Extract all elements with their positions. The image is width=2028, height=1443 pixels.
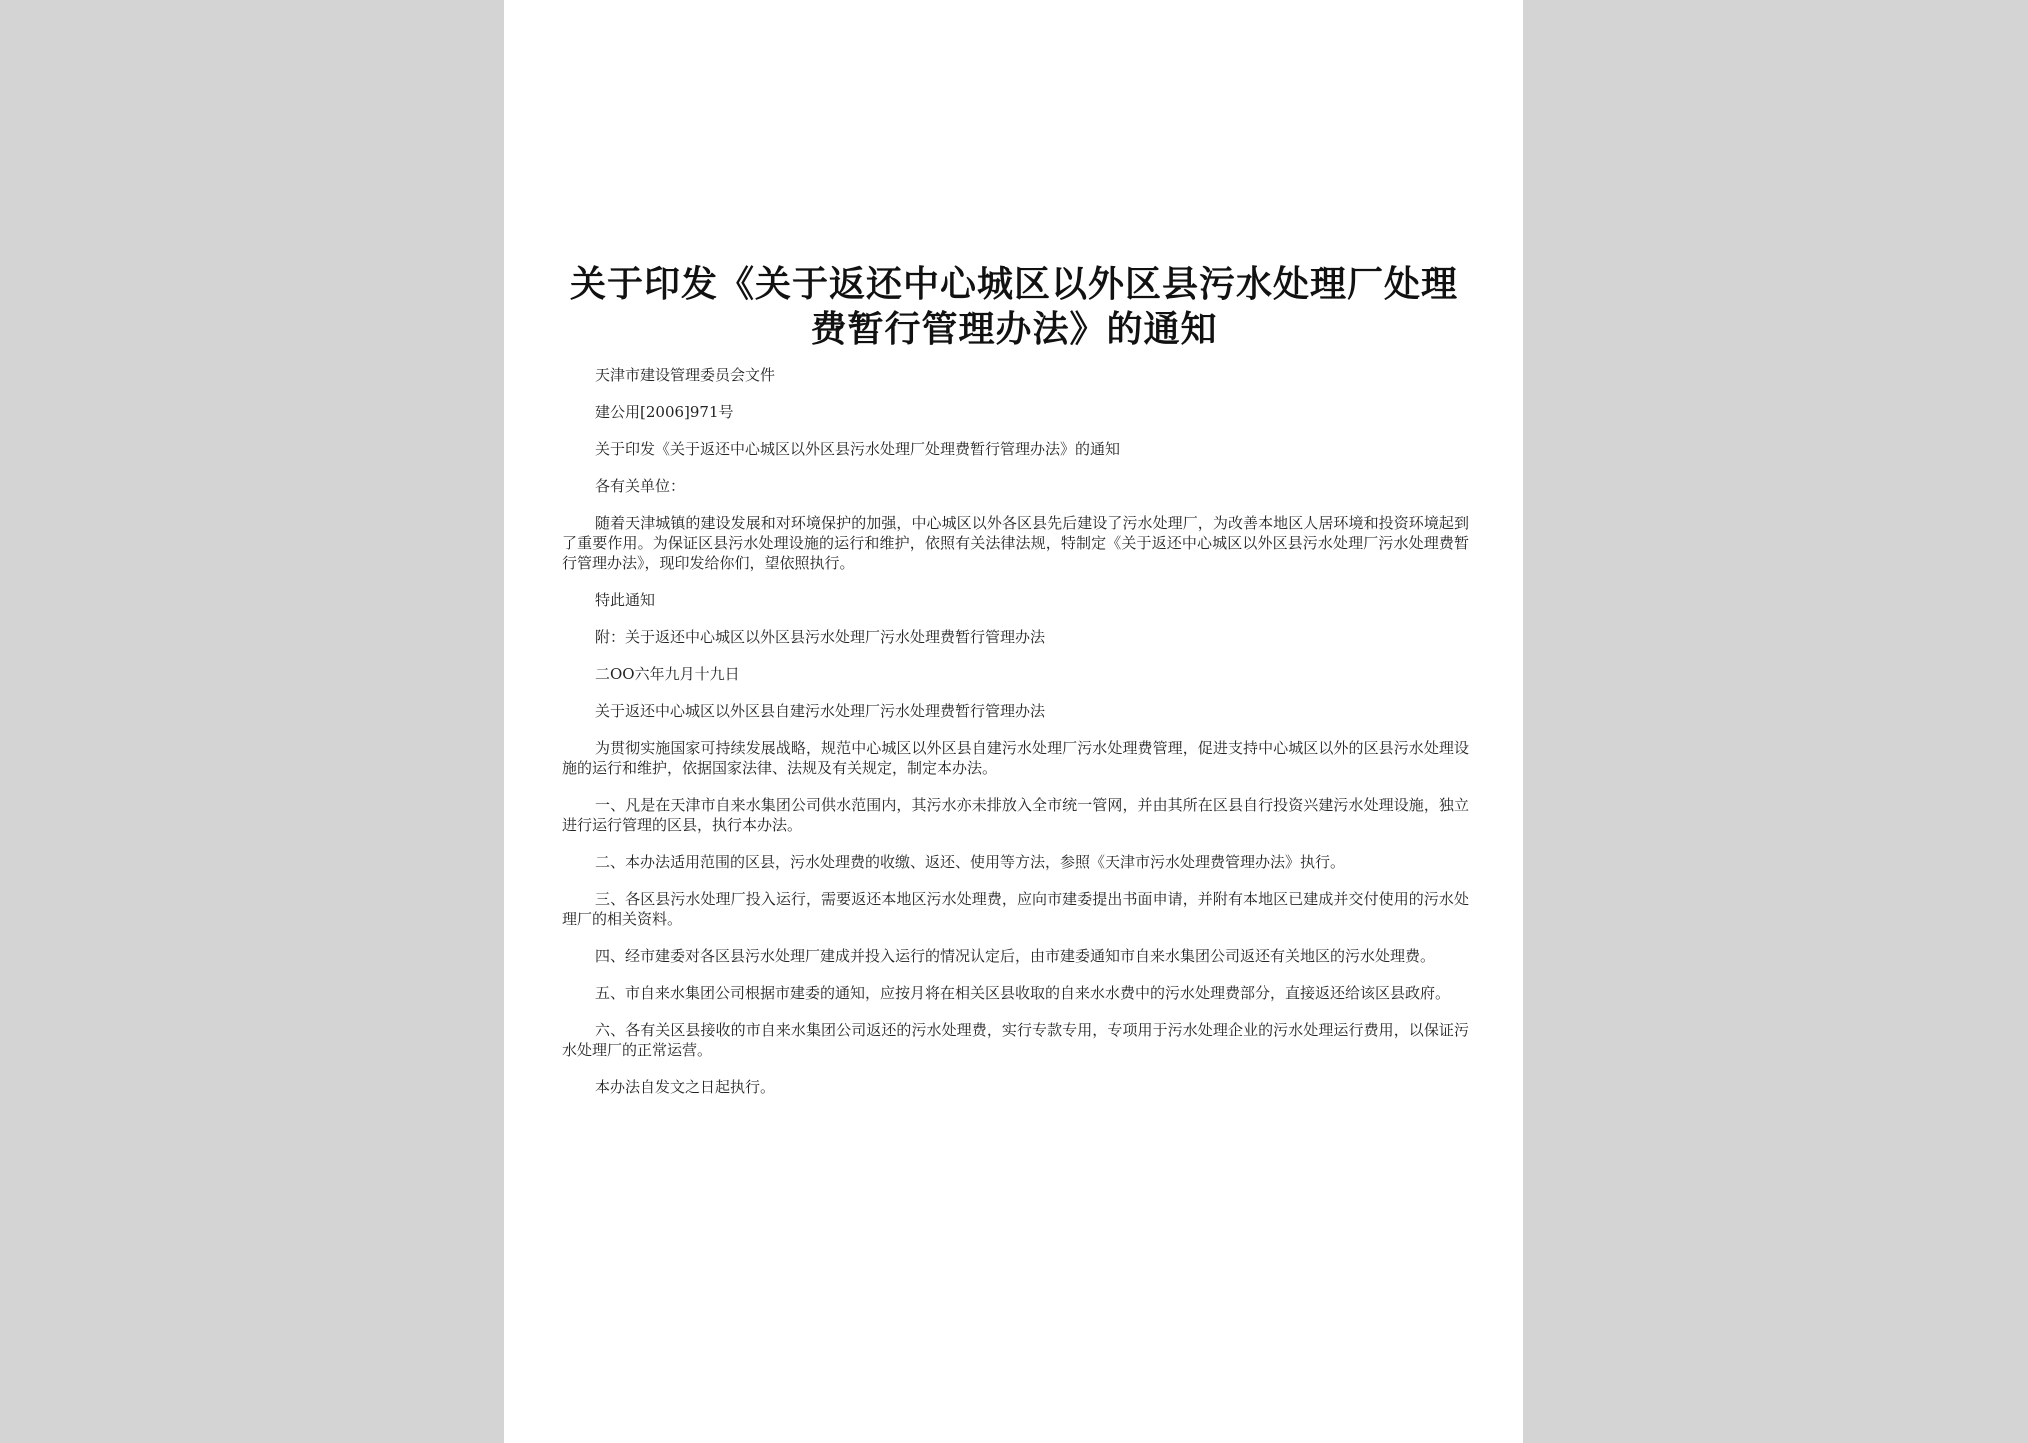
document-page <box>504 0 1523 1443</box>
regulation-article-2: 二、本办法适用范围的区县，污水处理费的收缴、返还、使用等方法，参照《天津市污水处理费管理办法》执行。 <box>595 853 1346 871</box>
document-body <box>562 365 1469 1097</box>
attachment-line: 附：关于返还中心城区以外区县污水处理厂污水处理费暂行管理办法 <box>595 628 1046 646</box>
regulation-article-5: 五、市自来水集团公司根据市建委的通知，应按月将在相关区县收取的自来水水费中的污水处理费部分，直接返还给该区县政府。 <box>595 984 1451 1002</box>
salutation: 各有关单位： <box>595 477 686 495</box>
regulation-article-3: 三、各区县污水处理厂投入运行，需要返还本地区污水处理费，应向市建委提出书面申请，并附有本地区已建成并交付使用的污水处理厂的相关资料。 <box>562 890 1469 928</box>
regulation-article-6: 六、各有关区县接收的市自来水集团公司返还的污水处理费，实行专款专用，专项用于污水处理企业的污水处理运行费用，以保证污水处理厂的正常运营。 <box>562 1021 1469 1059</box>
notice-heading: 关于印发《关于返还中心城区以外区县污水处理厂处理费暂行管理办法》的通知 <box>595 440 1121 458</box>
regulation-preamble: 为贯彻实施国家可持续发展战略，规范中心城区以外区县自建污水处理厂污水处理费管理，促进支持中心城区以外的区县污水处理设施的运行和维护，依据国家法律、法规及有关规定，制定本办法。 <box>562 739 1469 777</box>
document-title <box>564 262 1464 352</box>
title-line-1: 关于印发《关于返还中心城区以外区县污水处理厂处理 <box>569 264 1458 305</box>
body-paragraph: 随着天津城镇的建设发展和对环境保护的加强，中心城区以外各区县先后建设了污水处理厂，为改善本地区人居环境和投资环境起到了重要作用。为保证区县污水处理设施的运行和维护，依照有关法律法规，特制定《关于返还中心城区以外区县污水处理厂污水处理费暂行管理办法》，现印发给你们，望依照执行。 <box>562 514 1469 572</box>
title-line-2: 费暂行管理办法》的通知 <box>810 309 1218 350</box>
regulation-article-4: 四、经市建委对各区县污水处理厂建成并投入运行的情况认定后，由市建委通知市自来水集团公司返还有关地区的污水处理费。 <box>595 947 1436 965</box>
effective-date-line: 本办法自发文之日起执行。 <box>595 1078 776 1096</box>
issue-date: 二OO六年九月十九日 <box>595 665 740 683</box>
regulation-article-1: 一、凡是在天津市自来水集团公司供水范围内，其污水亦未排放入全市统一管网，并由其所在区县自行投资兴建污水处理设施，独立进行运行管理的区县，执行本办法。 <box>562 796 1469 834</box>
document-number: 建公用[2006]971号 <box>595 403 734 421</box>
closing-line: 特此通知 <box>595 591 656 609</box>
issuer-line: 天津市建设管理委员会文件 <box>595 366 776 384</box>
regulation-title: 关于返还中心城区以外区县自建污水处理厂污水处理费暂行管理办法 <box>595 702 1046 720</box>
